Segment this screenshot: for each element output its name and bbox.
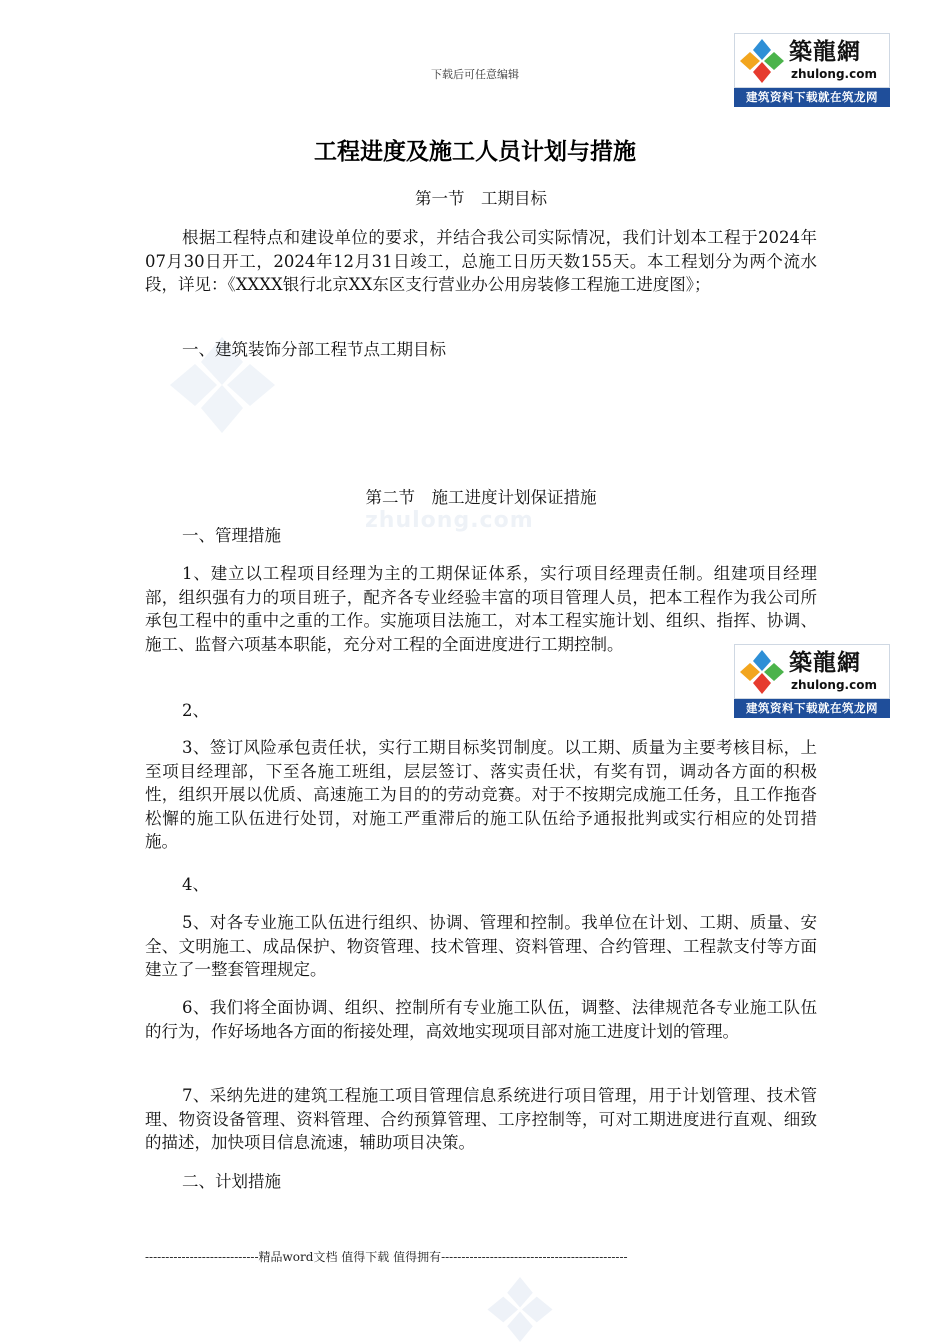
document-title: 工程进度及施工人员计划与措施 — [314, 139, 636, 165]
zhulong-logo-icon — [739, 38, 785, 84]
logo-cn-text: 築龍網 — [789, 650, 861, 676]
logo-banner: 建筑资料下载就在筑龙网 — [734, 699, 890, 718]
section2-heading: 第二节 施工进度计划保证措施 — [365, 488, 597, 507]
logo-en-text: zhulong.com — [791, 678, 877, 692]
measure-2: 2、 — [182, 701, 209, 720]
watermark-logo-icon-bottom — [485, 1275, 555, 1344]
measure-4: 4、 — [182, 875, 209, 894]
section2-sub1: 一、管理措施 — [182, 526, 281, 545]
header-note: 下载后可任意编辑 — [431, 68, 519, 81]
measure-1: 1、建立以工程项目经理为主的工期保证体系，实行项目经理责任制。组建项目经理部，组织强有力的项目班子，配齐各专业经验丰富的项目管理人员，把本工程作为我公司所承包工程中的重中之重的工作。实施项目法施工，对本工程实施计划、组织、指挥、协调、施工、监督六项基本职能，充分对工程的全面进度进行工期控制。 — [145, 564, 817, 654]
zhulong-logo-top[interactable] — [734, 33, 890, 107]
measure-3: 3、签订风险承包责任状，实行工期目标奖罚制度。以工期、质量为主要考核目标，上至项目经理部，下至各施工班组，层层签订、落实责任状，有奖有罚，调动各方面的积极性，组织开展以优质、高速施工为目的的劳动竞赛。对于不按期完成施工任务，且工作拖沓松懈的施工队伍进行处罚，对施工严重滞后的施工队伍给予通报批判或实行相应的处罚措施。 — [145, 738, 817, 851]
section1-item1: 一、建筑装饰分部工程节点工期目标 — [182, 340, 446, 359]
measure-7: 7、采纳先进的建筑工程施工项目管理信息系统进行项目管理，用于计划管理、技术管理、物资设备管理、资料管理、合约预算管理、工序控制等，可对工期进度进行直观、细致的描述，加快项目信息流速，辅助项目决策。 — [145, 1086, 817, 1152]
measure-5: 5、对各专业施工队伍进行组织、协调、管理和控制。我单位在计划、工期、质量、安全、文明施工、成品保护、物资管理、技术管理、资料管理、合约管理、工程款支付等方面建立了一整套管理规定。 — [145, 913, 817, 979]
section1-heading: 第一节 工期目标 — [415, 189, 547, 208]
logo-en-text: zhulong.com — [791, 67, 877, 81]
section2-sub2: 二、计划措施 — [182, 1172, 281, 1191]
section1-paragraph: 根据工程特点和建设单位的要求，并结合我公司实际情况，我们计划本工程于2024年07月30日开工，2024年12月31日竣工，总施工日历天数155天。本工程划分为两个流水段，详见：《XXXX银行北京XX东区支行营业办公用房装修工程施工进度图》； — [145, 228, 817, 294]
logo-banner: 建筑资料下载就在筑龙网 — [734, 88, 890, 107]
watermark-text: zhulong.com — [365, 508, 534, 533]
footer-note: ----------------------------精品word文档 值得下载 值得拥有---------------------------------------------- — [145, 1250, 628, 1264]
measure-6: 6、我们将全面协调、组织、控制所有专业施工队伍，调整、法律规范各专业施工队伍的行为，作好场地各方面的衔接处理，高效地实现项目部对施工进度计划的管理。 — [145, 998, 817, 1041]
logo-cn-text: 築龍網 — [789, 39, 861, 65]
